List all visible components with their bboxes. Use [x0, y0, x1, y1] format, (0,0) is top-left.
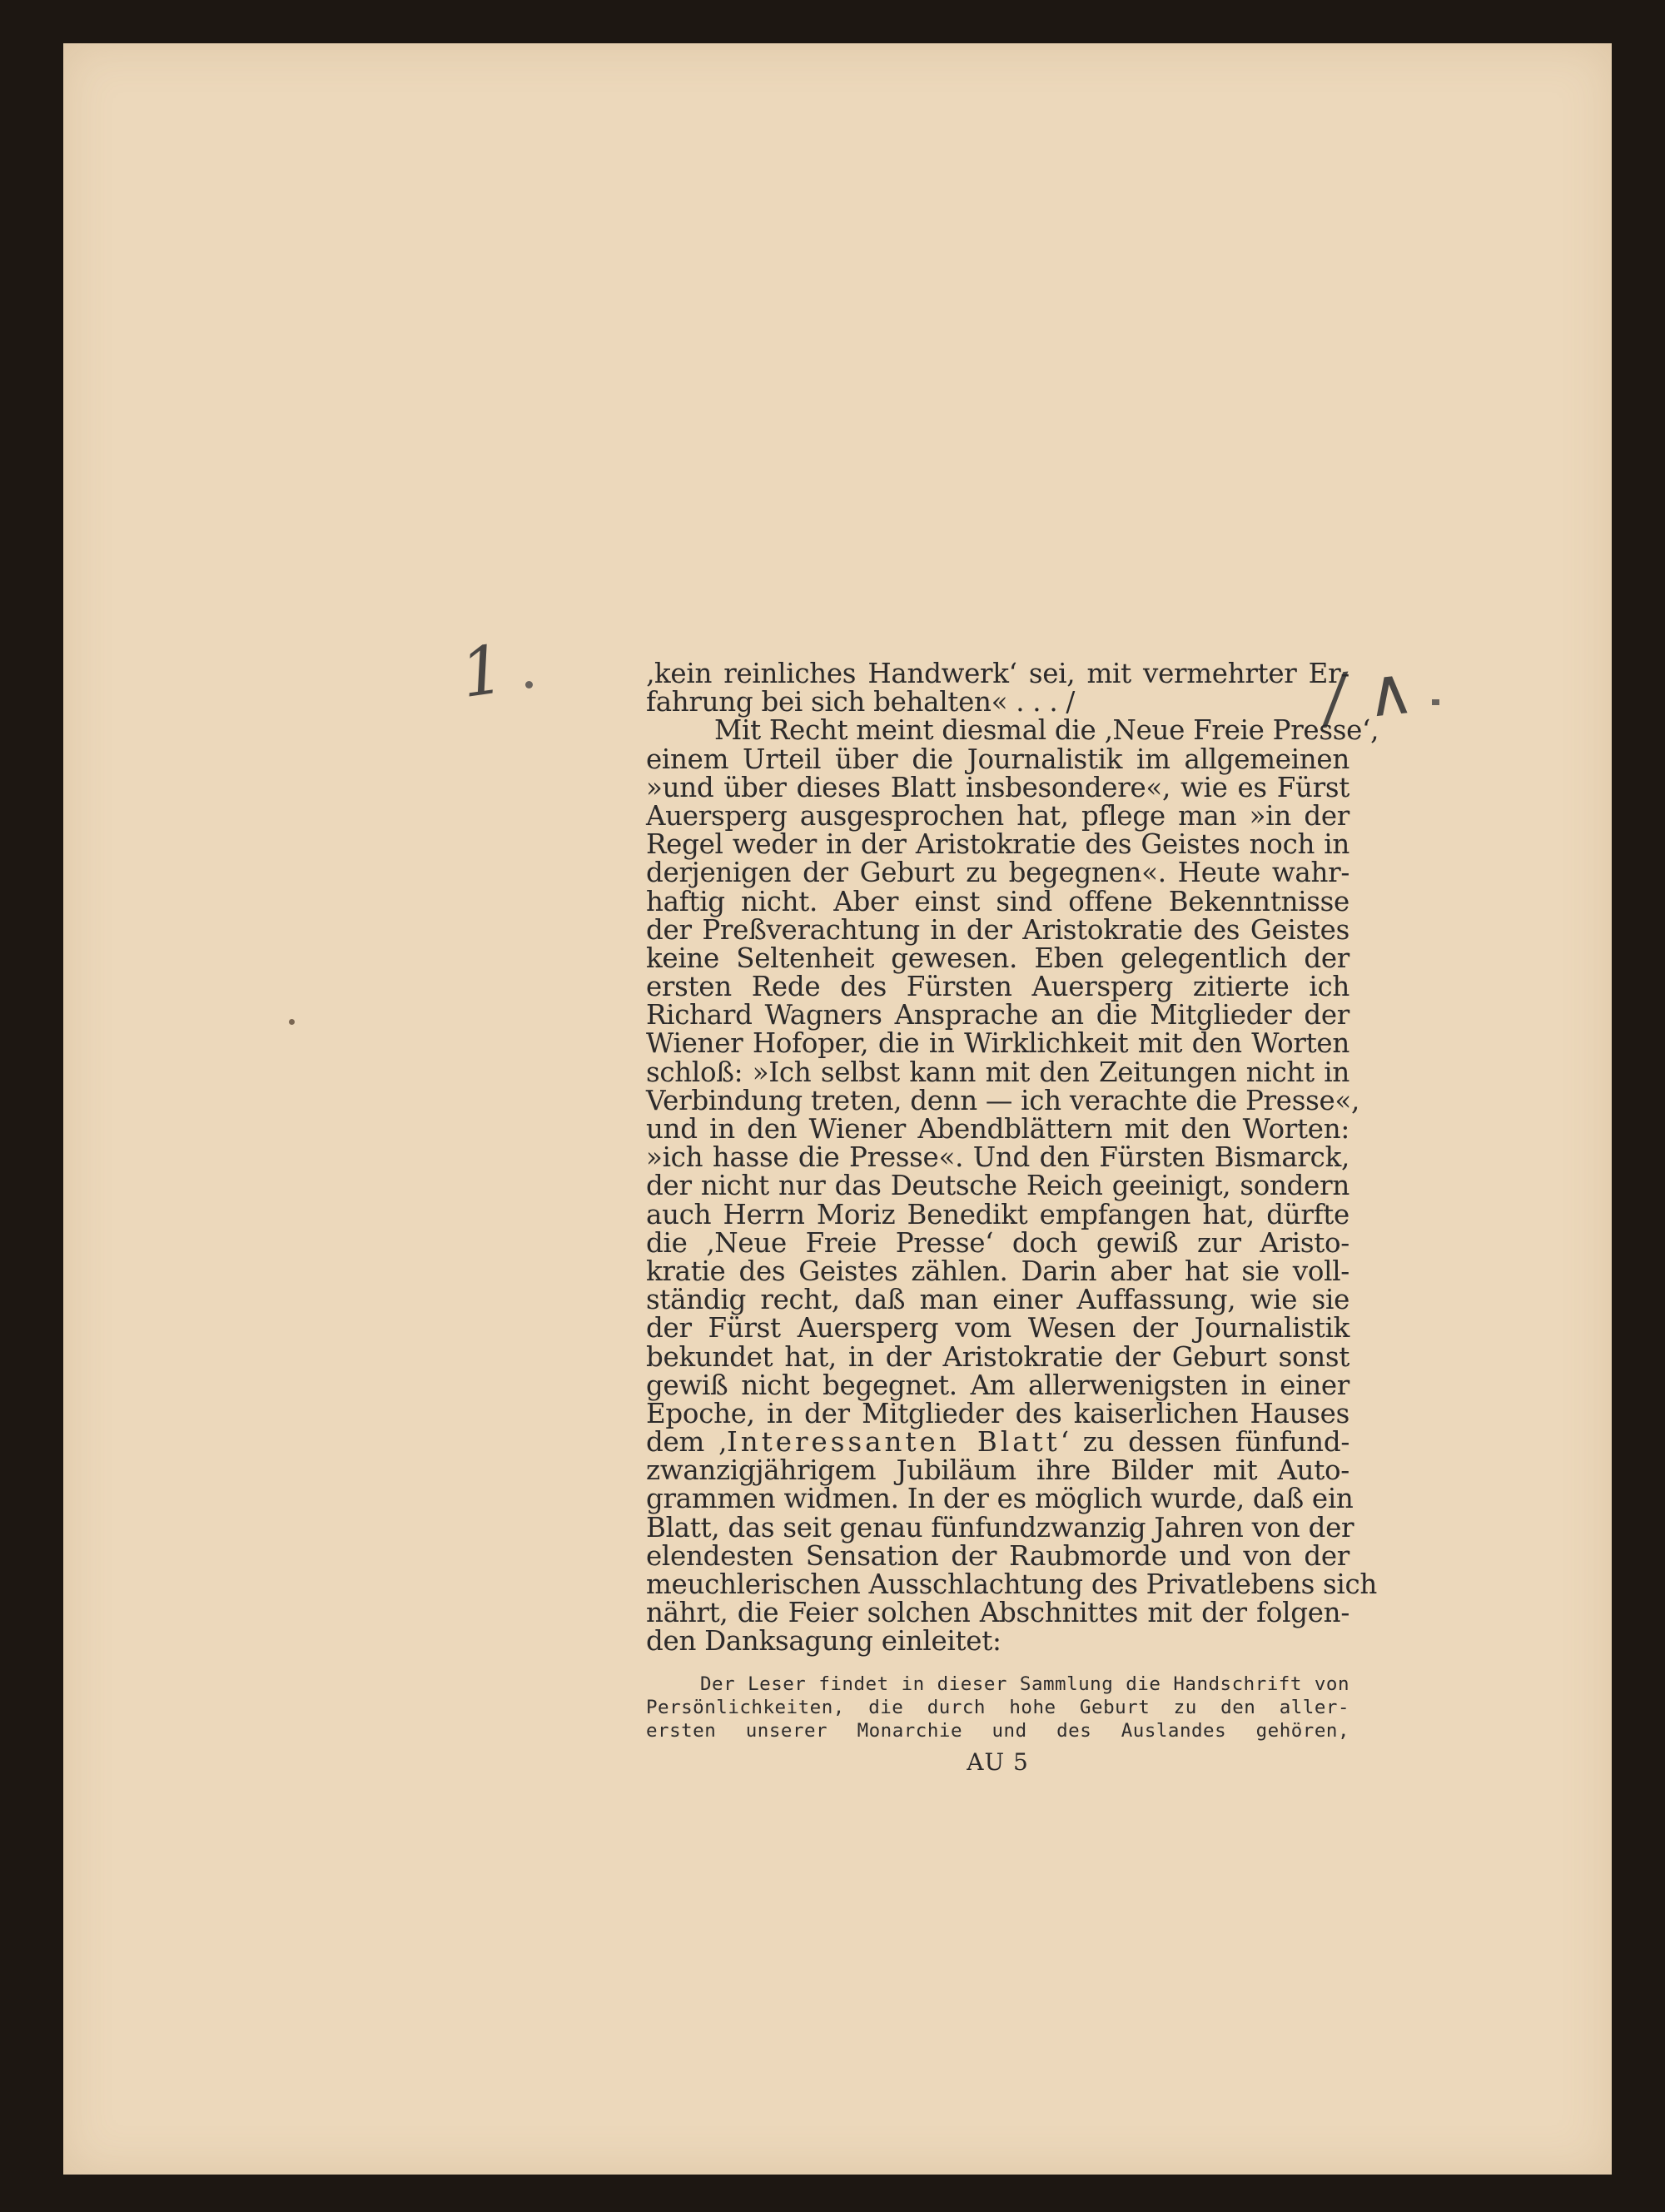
- text-line: Wiener Hofoper, die in Wirklichkeit mit den Worten: [646, 1027, 1349, 1060]
- text-line: »ich hasse die Presse«. Und den Fürsten Bismarck,: [646, 1141, 1349, 1174]
- text-line: Richard Wagners Ansprache an die Mitglieder der: [646, 999, 1349, 1031]
- text-line: ersten Rede des Fürsten Auersperg zitierte ich: [646, 971, 1349, 1003]
- footnote-quote: [646, 1673, 1349, 1742]
- text-line: und in den Wiener Abendblättern mit den Worten:: [646, 1113, 1349, 1145]
- text-line: grammen widmen. In der es möglich wurde, daß ein: [646, 1483, 1354, 1515]
- text-line: meuchlerischen Ausschlachtung des Privatlebens sich: [646, 1568, 1377, 1600]
- footnote-line: ersten unserer Monarchie und des Auslandes gehören,: [646, 1719, 1349, 1742]
- text-line: zwanzigjährigem Jubiläum ihre Bilder mit Auto-: [646, 1454, 1349, 1487]
- text-line: derjenigen der Geburt zu begegnen«. Heute wahr-: [646, 857, 1349, 889]
- pencil-mark-right: / ∧: [1320, 653, 1418, 738]
- text-line: ‚kein reinliches Handwerk‘ sei, mit vermehrter Er-: [646, 658, 1349, 689]
- text-line: die ‚Neue Freie Presse‘ doch gewiß zur Aristo-: [646, 1226, 1349, 1259]
- text-line: fahrung bei sich behalten« . . . /: [646, 686, 1076, 718]
- text-line: Blatt, das seit genau fünfundzwanzig Jahren von der: [646, 1511, 1354, 1543]
- text-fragment: dem ‚: [646, 1426, 727, 1459]
- body-text: [646, 658, 1379, 1776]
- text-line: »und über dieses Blatt insbesondere«, wie es Fürst: [646, 771, 1349, 803]
- text-line: auch Herrn Moriz Benedikt empfangen hat, dürfte: [646, 1198, 1349, 1230]
- text-line: elendesten Sensation der Raubmorde und von der: [646, 1539, 1349, 1572]
- text-line: Auersperg ausgesprochen hat, pflege man »in der: [646, 799, 1349, 832]
- pencil-mark-left: 1: [455, 629, 509, 713]
- text-line: nährt, die Feier solchen Abschnittes mit der folgen-: [646, 1597, 1349, 1629]
- pencil-dot-right: [1432, 699, 1439, 705]
- text-line: haftig nicht. Aber einst sind offene Bekenntnisse: [646, 885, 1349, 917]
- text-line: der nicht nur das Deutsche Reich geeinigt, sondern: [646, 1170, 1349, 1202]
- text-fragment: ‘ zu dessen fünfund-: [1060, 1426, 1350, 1459]
- footnote-line: Persönlichkeiten, die durch hohe Geburt zu den aller-: [646, 1696, 1349, 1718]
- text-line: schloß: »Ich selbst kann mit den Zeitungen nicht in: [646, 1056, 1349, 1088]
- spaced-title: Interessanten Blatt: [726, 1426, 1061, 1459]
- text-line: der Preßverachtung in der Aristokratie des Geistes: [646, 913, 1349, 946]
- text-line: ständig recht, daß man einer Auffassung, wie sie: [646, 1284, 1349, 1316]
- text-line: [646, 1426, 1350, 1459]
- text-line: keine Seltenheit gewesen. Eben gelegentlich der: [646, 942, 1349, 974]
- paper-sheet: [63, 43, 1612, 2175]
- signature-mark: AU 5: [967, 1747, 1029, 1776]
- text-line: der Fürst Auersperg vom Wesen der Journalistik: [646, 1312, 1349, 1345]
- paper-speck: [289, 1019, 295, 1025]
- text-line: gewiß nicht begegnet. Am allerwenigsten in einer: [646, 1369, 1349, 1401]
- text-line: den Danksagung einleitet:: [646, 1625, 1001, 1658]
- text-line: bekundet hat, in der Aristokratie der Geburt sonst: [646, 1340, 1349, 1373]
- text-line: Verbindung treten, denn — ich verachte die Presse«,: [646, 1084, 1359, 1116]
- footnote-line: Der Leser findet in dieser Sammlung die Handschrift von: [700, 1673, 1349, 1695]
- text-line: kratie des Geistes zählen. Darin aber hat sie voll-: [646, 1255, 1349, 1287]
- text-line: einem Urteil über die Journalistik im allgemeinen: [646, 743, 1349, 775]
- pencil-dot-left: [525, 681, 533, 688]
- text-line: Regel weder in der Aristokratie des Geistes noch in: [646, 828, 1349, 861]
- text-line: Mit Recht meint diesmal die ‚Neue Freie Presse‘,: [714, 714, 1379, 747]
- text-line: Epoche, in der Mitglieder des kaiserlichen Hauses: [646, 1397, 1349, 1429]
